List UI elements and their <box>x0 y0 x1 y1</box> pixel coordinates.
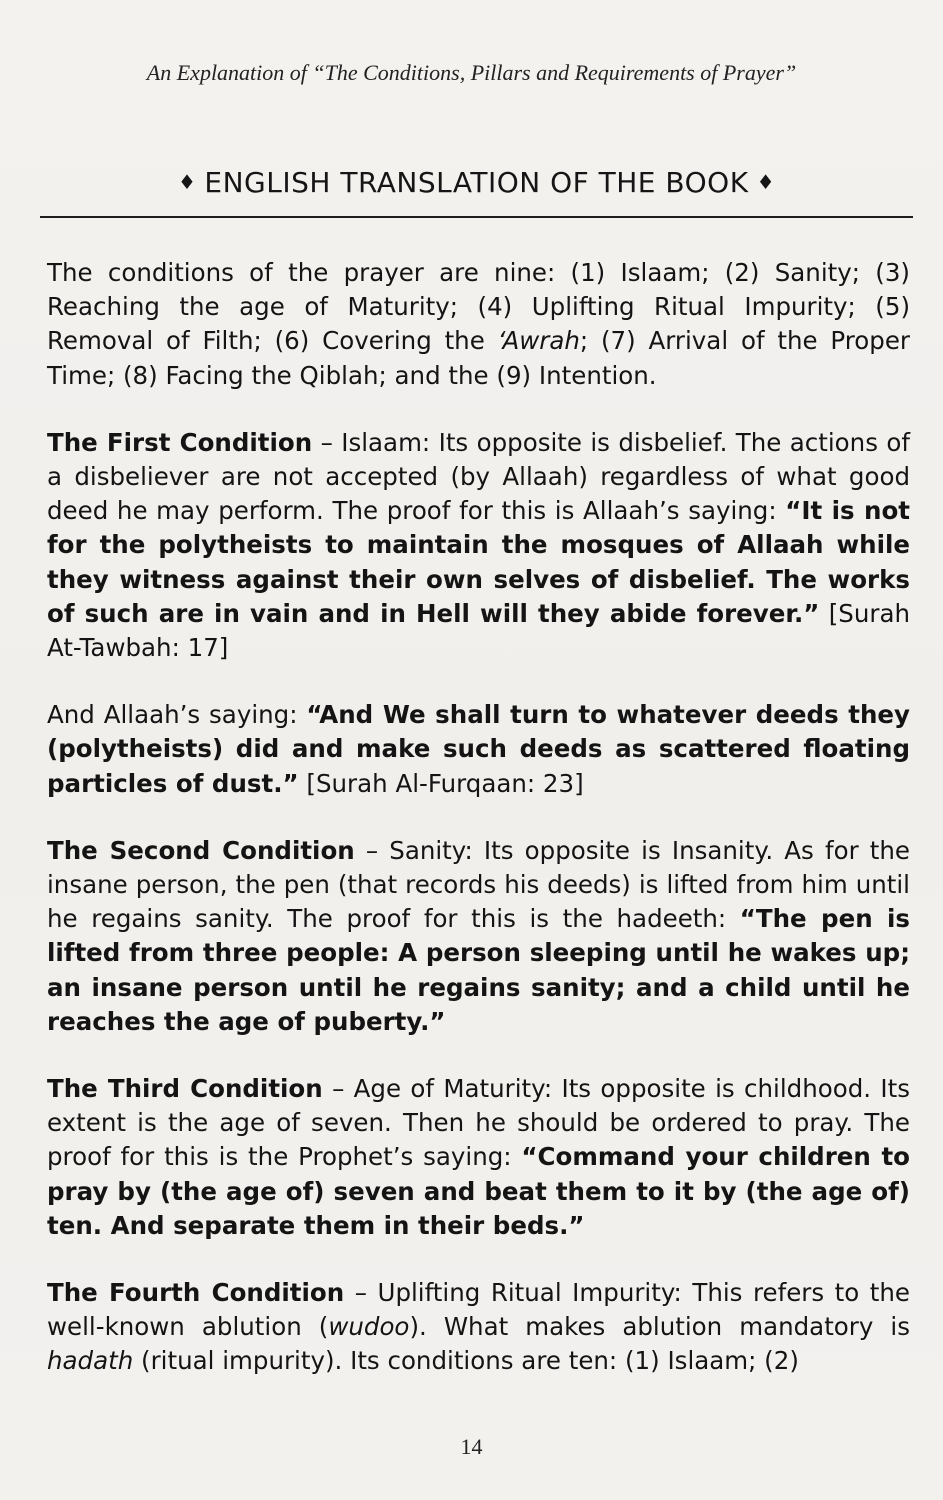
quote-reference: [Surah Al-Furqaan: 23] <box>298 768 584 798</box>
quran-quote: “And We shall turn to whatever deeds they (polytheists) did and make such deeds as scattered floating particles of dust.” <box>47 700 911 798</box>
paragraph-second-condition: The Second Condition – Sanity: Its opposite is Insanity. As for the insane person, the pen (that records his deeds) is lifted from him until he regains sanity. The proof for this is the hadeeth: “The pen is lifted from three people: A person sleeping until he wakes up; an insane person until he regains sanity; and a child until he reaches the age of puberty.” <box>47 835 910 1036</box>
condition-heading: The Third Condition <box>47 1074 323 1104</box>
title-divider <box>40 216 913 218</box>
page-number: 14 <box>460 1434 483 1459</box>
section-title <box>40 166 913 199</box>
paragraph-fourth-condition: The Fourth Condition – Uplifting Ritual Impurity: This refers to the well-known ablution (wudoo). What makes ablution mandatory is hadath (ritual impurity). Its conditions are ten: (1) Islaam; (2) <box>47 1278 910 1376</box>
section-title-text: ENGLISH TRANSLATION OF THE BOOK <box>204 166 749 199</box>
diamond-ornament-icon: ♦ <box>756 170 775 194</box>
paragraph-second-proof: And Allaah’s saying: “And We shall turn to whatever deeds they (polytheists) did and make such deeds as scattered floating particles of dust.” [Surah Al-Furqaan: 23] <box>47 700 911 798</box>
paragraph-first-condition: The First Condition – Islaam: Its opposite is disbelief. The actions of a disbeliever are not accepted (by Allaah) regardless of what good deed he may perform. The proof for this is Allaah’s saying: “It is not for the polytheists to maintain the mosques of Allaah while they witness against their own selves of disbelief. The works of such are in vain and in Hell will they abide forever.” [Surah At-Tawbah: 17] <box>47 427 910 663</box>
diamond-ornament-icon: ♦ <box>177 170 197 194</box>
italic-term: wudoo <box>328 1312 410 1342</box>
italic-term: ‘Awrah <box>497 326 580 356</box>
italic-term: hadath <box>47 1346 134 1376</box>
running-header: An Explanation of “The Conditions, Pillars and Requirements of Prayer” <box>146 60 797 85</box>
condition-heading: The Second Condition <box>47 835 355 865</box>
quote-reference: [Surah At-Tawbah: 17] <box>47 598 910 663</box>
condition-heading: The First Condition <box>47 427 313 457</box>
paragraph-conditions-list: The conditions of the prayer are nine: (1) Islaam; (2) Sanity; (3) Reaching the age of Maturity; (4) Uplifting Ritual Impurity; (5) Removal of Filth; (6) Covering the ‘Awrah; (7) Arrival of the Proper Time; (8) Facing the Qiblah; and the (9) Intention. <box>47 258 910 390</box>
hadeeth-quote: “Command your children to pray by (the age of) seven and beat them to it by (the age of) ten. And separate them in their beds.” <box>47 1142 910 1240</box>
hadeeth-quote: “The pen is lifted from three people: A person sleeping until he wakes up; an insane person until he regains sanity; and a child until he reaches the age of puberty.” <box>47 904 910 1036</box>
condition-heading: The Fourth Condition <box>47 1278 345 1308</box>
paragraph-third-condition: The Third Condition – Age of Maturity: Its opposite is childhood. Its extent is the age of seven. Then he should be ordered to pray. The proof for this is the Prophet’s saying: “Command your children to pray by (the age of) seven and beat them to it by (the age of) ten. And separate them in their beds.” <box>47 1074 910 1240</box>
quran-quote: “It is not for the polytheists to maintain the mosques of Allaah while they witness against their own selves of disbelief. The works of such are in vain and in Hell will they abide forever.” <box>47 496 910 628</box>
body-text <box>47 256 910 1412</box>
